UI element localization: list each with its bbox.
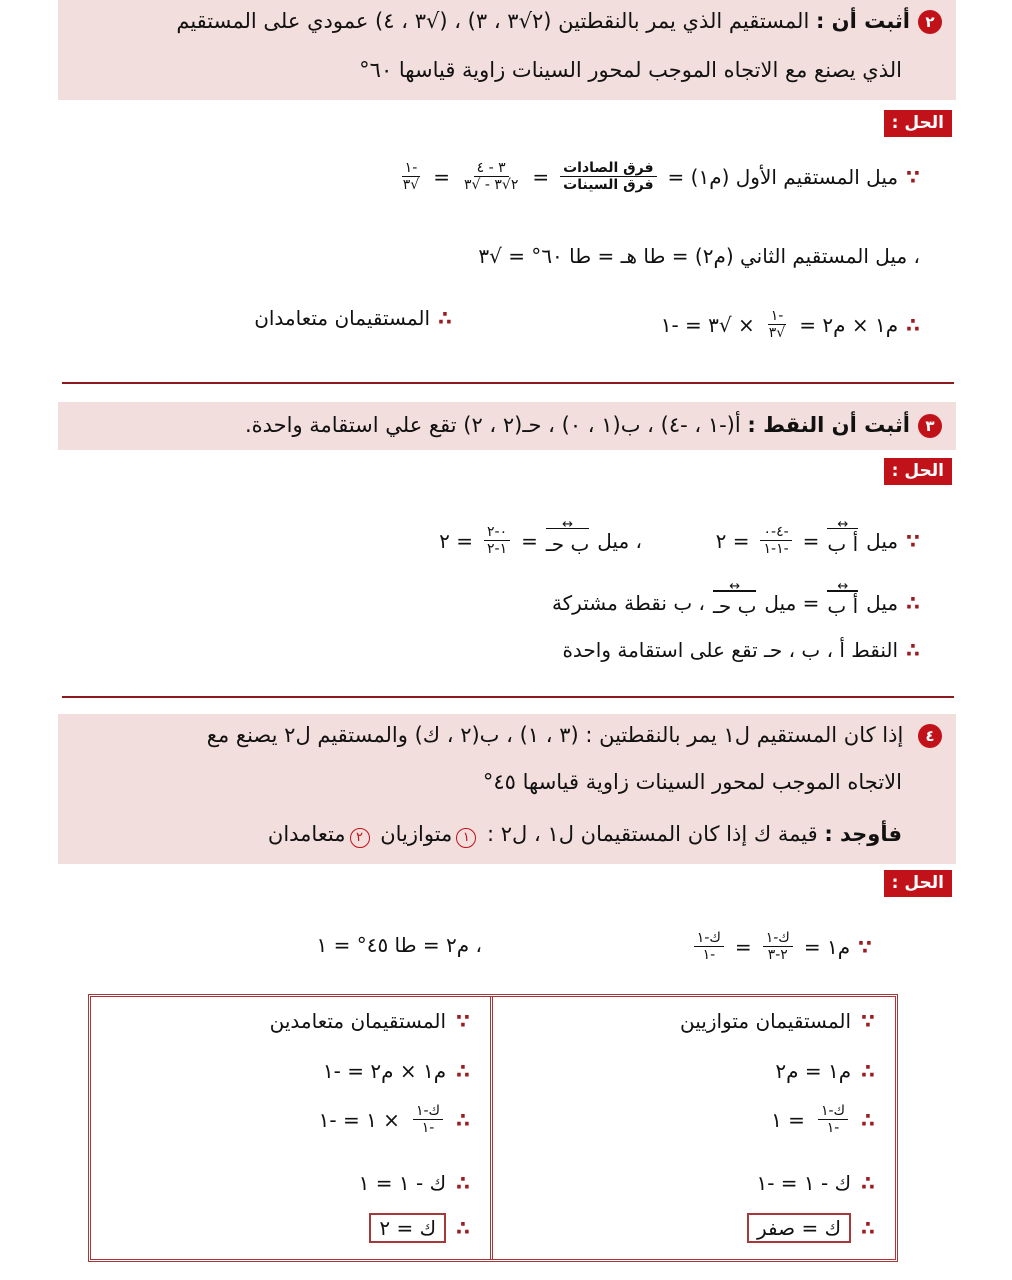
therefore-symbol: ∴ — [456, 1216, 470, 1240]
question-text: الذي يصنع مع الاتجاه الموجب لمحور السينات زاوية قياسها ٦٠° — [359, 58, 902, 82]
panel-header: المستقيمان متوازيين — [680, 1009, 852, 1033]
perpendicular-line-2 — [319, 1103, 470, 1136]
q3-step-3 — [562, 640, 920, 660]
question-2-line-1 — [176, 10, 942, 34]
q4-step-1 — [691, 930, 872, 963]
question-text: إذا كان المستقيم ل١ يمر بالنقطتين : (٣ ، ١) ، ب(٢ ، ك) والمستقيم ل٢ يصنع مع — [206, 723, 904, 747]
step-text: = ميل — [764, 591, 820, 615]
numerator: ٣ - ٤ — [474, 160, 509, 177]
perpendicular-panel — [91, 997, 493, 1259]
solution-label: الحل : — [884, 458, 952, 485]
conclusion-text: النقط أ ، ب ، حـ تقع على استقامة واحدة — [562, 638, 899, 662]
denominator: ١-٢ — [486, 541, 508, 558]
equals: = — [734, 934, 752, 959]
therefore-symbol: ∴ — [861, 1059, 875, 1083]
answer-box: ك = صفر — [747, 1213, 851, 1243]
q2-step-1 — [397, 160, 920, 193]
therefore-symbol: ∴ — [438, 306, 452, 330]
step-text: × √٣ = -١ — [660, 312, 755, 337]
because-symbol: ∵ — [858, 934, 872, 959]
line-bc-notation: ب حـ ↔ — [546, 528, 589, 554]
denominator: فرق السينات — [563, 177, 654, 194]
equals: = — [532, 164, 550, 189]
equals: = — [521, 528, 538, 553]
panel-header: المستقيمان متعامدين — [269, 1009, 447, 1033]
perpendicular-line-1 — [323, 1061, 470, 1081]
denominator: -١ — [421, 1120, 435, 1137]
question-text: قيمة ك إذا كان المستقيمان ل١ ، ل٢ : — [487, 822, 818, 846]
denominator: √٣ — [768, 325, 786, 342]
denominator: √٣ — [402, 177, 420, 194]
denominator: -١ — [826, 1120, 840, 1137]
numerator: -٤-٠ — [760, 524, 791, 541]
step-text: م١ × م٢ = — [799, 312, 899, 337]
question-number-badge: ٣ — [918, 414, 942, 438]
fraction — [461, 160, 521, 193]
line-bc-notation: ب حـ ↔ — [713, 590, 756, 616]
q3-step-2 — [552, 590, 920, 616]
step-text: م١ = — [803, 934, 851, 959]
because-symbol: ∵ — [906, 164, 920, 189]
fraction — [400, 160, 422, 193]
section-divider — [62, 382, 954, 384]
question-4-box — [58, 714, 956, 864]
therefore-symbol: ∴ — [861, 1171, 875, 1195]
find-label: فأوجد : — [824, 822, 902, 846]
fraction — [818, 1103, 848, 1136]
parallel-header — [680, 1011, 875, 1031]
q3-step-1-bc — [439, 524, 642, 557]
because-symbol: ∵ — [906, 528, 920, 553]
q4-step-1-m2 — [316, 935, 482, 955]
parallel-line-4 — [747, 1213, 875, 1243]
question-number-badge: ٤ — [918, 724, 942, 748]
fraction — [484, 524, 510, 557]
step-text: م١ × م٢ = -١ — [322, 1059, 447, 1083]
numerator: ك-١ — [818, 1103, 848, 1120]
therefore-symbol: ∴ — [906, 591, 920, 615]
therefore-symbol: ∴ — [906, 312, 920, 337]
numerator: ك-١ — [694, 930, 724, 947]
step-text: × ١ = -١ — [318, 1107, 400, 1132]
parallel-line-2 — [771, 1103, 875, 1136]
question-3-box — [58, 402, 956, 450]
step-text: ك - ١ = ١ — [358, 1171, 447, 1195]
fraction — [694, 930, 724, 963]
fraction — [766, 308, 788, 341]
line-ab-notation: أ ب ↔ — [827, 590, 858, 616]
step-text: ميل — [866, 528, 899, 553]
therefore-symbol: ∴ — [456, 1171, 470, 1195]
line-ab-notation: أ ب ↔ — [827, 528, 858, 554]
question-4-line-2 — [483, 772, 902, 793]
step-text: م١ = م٢ — [775, 1059, 852, 1083]
numerator: فرق الصادات — [560, 160, 656, 177]
q2-step-3 — [661, 308, 920, 341]
perpendicular-header — [270, 1011, 470, 1031]
therefore-symbol: ∴ — [456, 1107, 470, 1132]
numerator: -١ — [768, 308, 787, 325]
question-text: المستقيم الذي يمر بالنقطتين (٢√٣ ، ٣) ، (√٣ ، ٤) عمودي على المستقيم — [176, 9, 810, 33]
question-2-line-2 — [359, 60, 902, 81]
step-text: ، م٢ = طا ٤٥° = ١ — [316, 933, 482, 957]
option-2-text: متعامدان — [267, 822, 346, 846]
step-text: = ٢ — [439, 528, 473, 553]
therefore-symbol: ∴ — [861, 1216, 875, 1240]
parallel-panel — [493, 997, 895, 1259]
option-2-badge: ٢ — [350, 828, 370, 848]
fraction — [760, 524, 791, 557]
question-text: الاتجاه الموجب لمحور السينات زاوية قياسها ٤٥° — [482, 770, 902, 794]
step-text: ميل — [866, 591, 899, 615]
step-text: ك - ١ = -١ — [756, 1171, 852, 1195]
step-text: ، ميل المستقيم الثاني (م٢) = طا هـ = طا ٦٠° = √٣ — [478, 244, 920, 268]
section-divider — [62, 696, 954, 698]
equals: = — [802, 528, 820, 553]
step-text: ، ب نقطة مشتركة — [551, 591, 705, 615]
therefore-symbol: ∴ — [456, 1059, 470, 1083]
answer-box: ك = ٢ — [369, 1213, 446, 1243]
perpendicular-line-4 — [369, 1213, 470, 1243]
question-2-box — [58, 0, 956, 100]
step-text: = ١ — [771, 1107, 805, 1132]
numerator: -١ — [402, 160, 421, 177]
question-3-line-1 — [245, 414, 942, 438]
q3-step-1-ab — [716, 524, 920, 557]
prove-label: أثبت أن النقط : — [747, 413, 910, 437]
fraction — [413, 1103, 443, 1136]
step-text: = ٢ — [715, 528, 750, 553]
numerator: ك-١ — [763, 930, 793, 947]
because-symbol: ∵ — [456, 1009, 470, 1033]
fraction — [763, 930, 793, 963]
denominator: -١ — [702, 947, 716, 964]
prove-label: أثبت أن : — [815, 9, 910, 33]
option-1-text: متوازيان — [380, 822, 453, 846]
option-1-badge: ١ — [456, 828, 476, 848]
step-text: ميل المستقيم الأول (م١) = — [667, 164, 899, 189]
question-number-badge: ٢ — [918, 10, 942, 34]
fraction — [560, 160, 656, 193]
numerator: ٠-٢ — [484, 524, 510, 541]
therefore-symbol: ∴ — [906, 638, 920, 662]
solution-label: الحل : — [884, 870, 952, 897]
question-4-line-1 — [207, 724, 942, 748]
question-text: أ(-١ ، -٤) ، ب(١ ، ٠) ، حـ(٢ ، ٢) تقع علي استقامة واحدة. — [244, 413, 741, 437]
step-text: ، ميل — [597, 528, 642, 553]
conclusion-text: المستقيمان متعامدان — [254, 306, 431, 330]
denominator: ٢-٣ — [767, 947, 788, 964]
answer-frame — [88, 994, 898, 1262]
denominator: -١-١ — [763, 541, 789, 558]
q2-step-2 — [478, 246, 920, 266]
parallel-line-1 — [775, 1061, 875, 1081]
perpendicular-line-3 — [359, 1173, 470, 1193]
parallel-line-3 — [756, 1173, 875, 1193]
equals: = — [433, 164, 450, 189]
because-symbol: ∵ — [861, 1009, 875, 1033]
question-4-line-3 — [268, 824, 902, 848]
q2-conclusion — [254, 308, 452, 328]
solution-label: الحل : — [884, 110, 952, 137]
denominator: ٢√٣ - √٣ — [463, 177, 519, 194]
numerator: ك-١ — [413, 1103, 443, 1120]
therefore-symbol: ∴ — [861, 1107, 875, 1132]
